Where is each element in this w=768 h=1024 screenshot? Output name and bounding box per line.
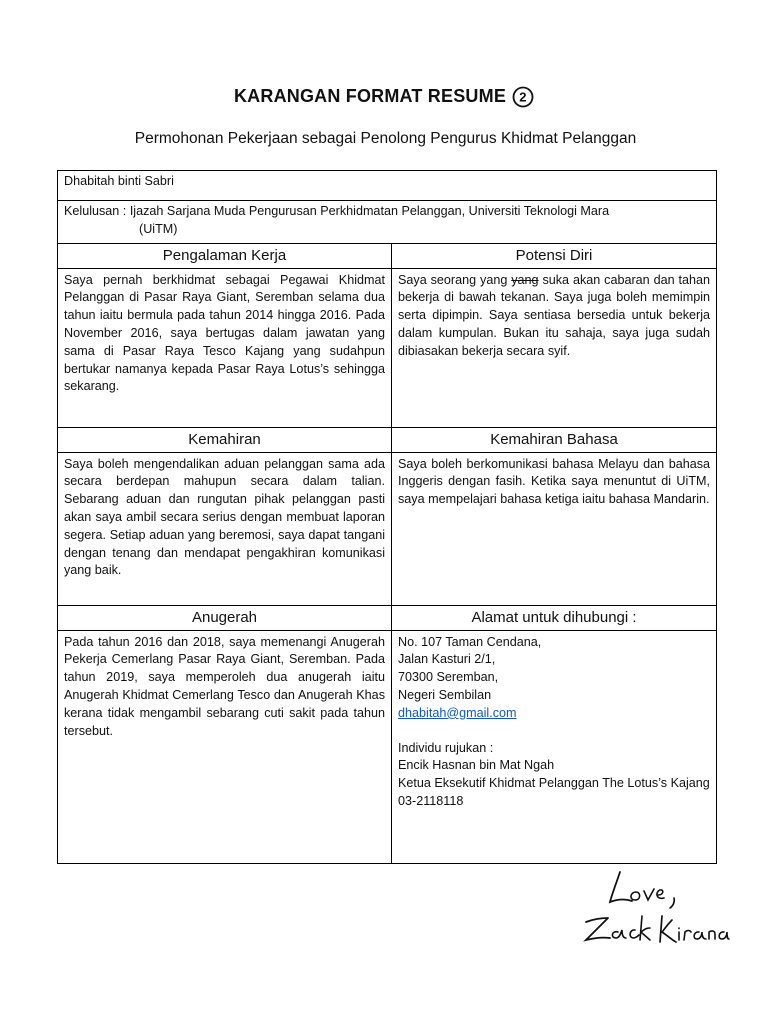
address-line: 70300 Seremban, xyxy=(398,670,499,685)
title-text: KARANGAN FORMAT RESUME xyxy=(233,86,507,106)
referee-label: Individu rujukan : xyxy=(398,740,494,755)
handwritten-signature xyxy=(580,862,730,952)
experience-heading: Pengalaman Kerja xyxy=(58,243,392,268)
qualification-line1: Ijazah Sarjana Muda Pengurusan Perkhidmatan Pelanggan, Universiti Teknologi Mara xyxy=(129,204,610,218)
language-body: Saya boleh berkomunikasi bahasa Melayu dan bahasa Inggeris dengan fasih. Ketika saya menuntut di UiTM, saya mempelajari bahasa ketiga iaitu bahasa Mandarin. xyxy=(392,452,717,605)
badge-number: 2 xyxy=(519,89,527,105)
potential-body-end: suka akan cabaran dan tahan bekerja di bawah tekanan. Saya juga boleh memimpin serta dipimpin. Saya sentiasa bersedia untuk bekerja dalam kumpulan. Bukan itu sahaja, saya juga sudah dibiasakan bekerja secara syif. xyxy=(398,272,711,358)
name-row xyxy=(58,171,717,201)
address-line: Jalan Kasturi 2/1, xyxy=(398,652,496,667)
email-link[interactable]: dhabitah@gmail.com xyxy=(398,705,517,720)
struck-word: yang xyxy=(511,272,539,287)
skills-heading: Kemahiran xyxy=(58,427,392,452)
resume-table xyxy=(57,170,717,864)
qualification-row xyxy=(58,201,717,244)
qualification-label: Kelulusan : xyxy=(64,204,130,218)
skills-body: Saya boleh mengendalikan aduan pelanggan sama ada secara berdepan mahupun secara dalam talian. Sebarang aduan dan rungutan pihak pelanggan pasti akan saya ambil secara serius dengan membuat laporan segera. Setiap aduan yang beremosi, saya dapat tangani dengan tenang dan mendapat pengakhiran komunikasi yang baik. xyxy=(58,452,392,605)
contact-body xyxy=(392,630,717,863)
address-line: No. 107 Taman Cendana, xyxy=(398,634,542,649)
referee-name: Encik Hasnan bin Mat Ngah xyxy=(398,758,555,773)
address-line: Negeri Sembilan xyxy=(398,687,492,702)
referee-title: Ketua Eksekutif Khidmat Pelanggan The Lotus’s Kajang xyxy=(398,776,710,791)
contact-heading: Alamat untuk dihubungi : xyxy=(392,605,717,630)
potential-body xyxy=(392,268,717,427)
section-body-row xyxy=(58,630,717,863)
document-subtitle: Permohonan Pekerjaan sebagai Penolong Pengurus Khidmat Pelanggan xyxy=(134,130,637,147)
section-body-row xyxy=(58,268,717,427)
section-header-row xyxy=(58,427,717,452)
number-badge-icon xyxy=(512,86,534,108)
referee-phone: 03-2118118 xyxy=(398,793,464,808)
awards-body: Pada tahun 2016 dan 2018, saya memenangi Anugerah Pekerja Cemerlang Pasar Raya Giant, Seremban. Pada tahun 2019, saya memperoleh dua anugerah iaitu Anugerah Khidmat Cemerlang Tesco dan Anugerah Khas kerana tidak mengambil sebarang cuti sakit pada tahun tersebut. xyxy=(58,630,392,863)
language-heading: Kemahiran Bahasa xyxy=(392,427,717,452)
qualification-line2: (UiTM) xyxy=(139,221,178,236)
document-title xyxy=(0,86,768,108)
section-header-row xyxy=(58,243,717,268)
experience-body: Saya pernah berkhidmat sebagai Pegawai Khidmat Pelanggan di Pasar Raya Giant, Seremban selama dua tahun iaitu bermula pada tahun 2014 hingga 2016. Pada November 2016, saya bertugas dalam jawatan yang sama di Pasar Raya Tesco Kajang yang sudahpun bertukar namanya kepada Pasar Raya Lotus’s sehingga sekarang. xyxy=(58,268,392,427)
awards-heading: Anugerah xyxy=(58,605,392,630)
section-body-row xyxy=(58,452,717,605)
potential-heading: Potensi Diri xyxy=(392,243,717,268)
section-header-row xyxy=(58,605,717,630)
potential-body-start: Saya seorang yang xyxy=(398,272,512,287)
applicant-name: Dhabitah binti Sabri xyxy=(58,171,717,201)
